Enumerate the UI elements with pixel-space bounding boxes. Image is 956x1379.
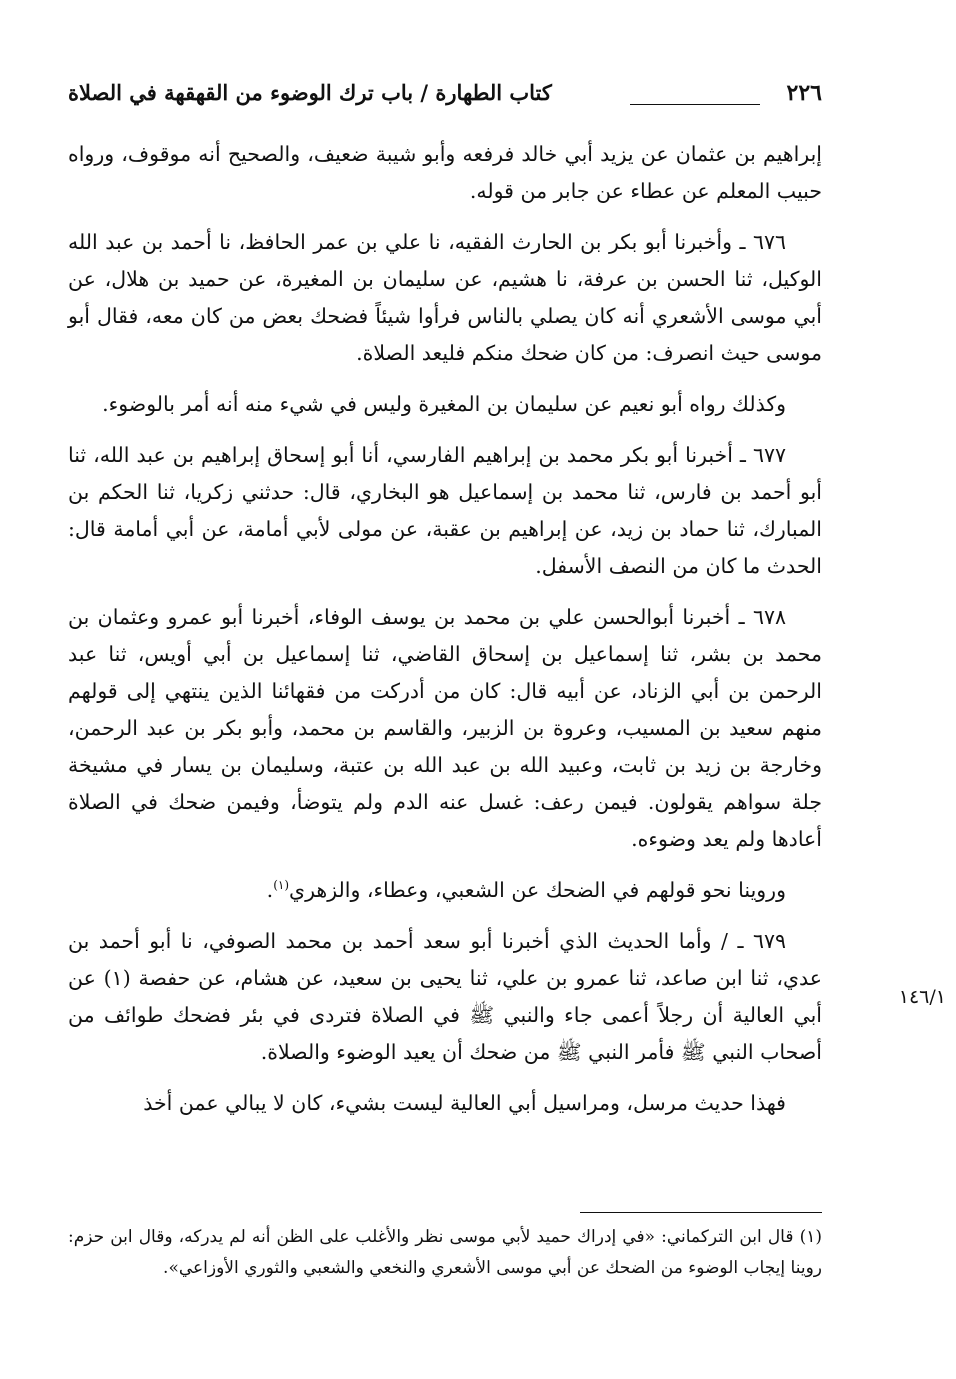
- footnote-1: (١) قال ابن التركماني: «في إدراك حميد لأبي موسى نظر والأغلب على الظن أنه لم يدركه، وقال ابن حزم: روينا إيجاب الوضوء من الضحك عن أبي موسى الأشعري والنخعي والشعبي والثوري الأوزاعي».: [68, 1227, 822, 1278]
- paragraph: فهذا حديث مرسل، ومراسيل أبي العالية ليست بشيء، كان لا يبالي عمن أخذ: [143, 1091, 786, 1115]
- page-number: ٢٢٦: [786, 80, 822, 106]
- main-text: [68, 136, 822, 1136]
- footnotes: [68, 1222, 822, 1284]
- hadith-678: ٦٧٨ ـ أخبرنا أبوالحسن علي بن محمد بن يوسف الوفاء، أخبرنا أبو عمرو وعثمان بن محمد بن بشر، ثنا إسماعيل بن إسحاق القاضي، ثنا إسماعيل بن أبي أويس، ثنا عبد الرحمن بن أبي الزناد، عن أبيه قال: كان من أدركت من فقهائنا الذين ينتهي إلى قولهم منهم سعيد بن المسيب، وعروة بن الزبير، والقاسم بن محمد، وأبو بكر بن عبد الرحمن، وخارجة بن زيد بن ثابت، وعبيد الله بن عبد الله بن عتبة، وسليمان بن يسار في مشيخة جلة سواهم يقولون. فيمن رعف: غسل عنه الدم ولم يتوضأ، وفيمن ضحك في الصلاة أعادها ولم يعد وضوءه.: [68, 605, 822, 851]
- hadith-676: ٦٧٦ ـ وأخبرنا أبو بكر بن الحارث الفقيه، نا علي بن عمر الحافظ، نا أحمد بن عبد الله الوكيل، ثنا الحسن بن عرفة، نا هشيم، عن سليمان بن المغيرة، عن حميد بن هلال، عن أبي موسى الأشعري أنه كان يصلي بالناس فرأوا شيئاً فضحك بعض من كان معه، فقال أبو موسى حيث انصرف: من كان ضحك منكم فليعد الصلاة.: [68, 230, 822, 365]
- running-title: كتاب الطهارة / باب ترك الوضوء من القهقهة في الصلاة: [68, 80, 552, 105]
- paragraph-with-footnote: [68, 872, 822, 909]
- page-header: [68, 76, 822, 116]
- paragraph-end: .: [266, 878, 274, 902]
- header-rule: [630, 104, 760, 105]
- hadith-677: ٦٧٧ ـ أخبرنا أبو بكر محمد بن إبراهيم الفارسي، أنا أبو إسحاق إبراهيم بن عبد الله، ثنا أبو أحمد بن فارس، ثنا محمد بن إسماعيل هو البخاري، قال: حدثني زكريا، ثنا الحكم بن المبارك، ثنا حماد بن زيد، عن إبراهيم بن عقبة، عن مولى لأبي أمامة، عن أبي أمامة قال: الحدث ما كان من النصف الأسفل.: [68, 443, 822, 578]
- paragraph: إبراهيم بن عثمان عن يزيد أبي خالد فرفعه وأبو شيبة ضعيف، والصحيح أنه موقوف، ورواه حبيب المعلم عن عطاء عن جابر من قوله.: [68, 142, 822, 203]
- paragraph: وكذلك رواه أبو نعيم عن سليمان بن المغيرة وليس في شيء منه أنه أمر بالوضوء.: [102, 392, 786, 416]
- margin-reference: ١٤٦/١: [898, 986, 946, 1008]
- hadith-679: ٦٧٩ ـ / وأما الحديث الذي أخبرنا أبو سعد أحمد بن محمد الصوفي، نا أبو أحمد بن عدي، ثنا ابن صاعد، ثنا عمرو بن علي، ثنا يحيى بن سعيد، عن هشام، عن حفصة (١) عن أبي العالية أن رجلاً أعمى جاء والنبي ﷺ في الصلاة فتردى في بئر فضحك طوائف من أصحاب النبي ﷺ فأمر النبي ﷺ من ضحك أن يعيد الوضوء والصلاة.: [68, 929, 822, 1064]
- footnote-ref: (١): [273, 878, 290, 893]
- paragraph-text: وروينا نحو قولهم في الضحك عن الشعبي، وعطاء، والزهري: [289, 878, 786, 902]
- footnote-divider: [580, 1212, 822, 1213]
